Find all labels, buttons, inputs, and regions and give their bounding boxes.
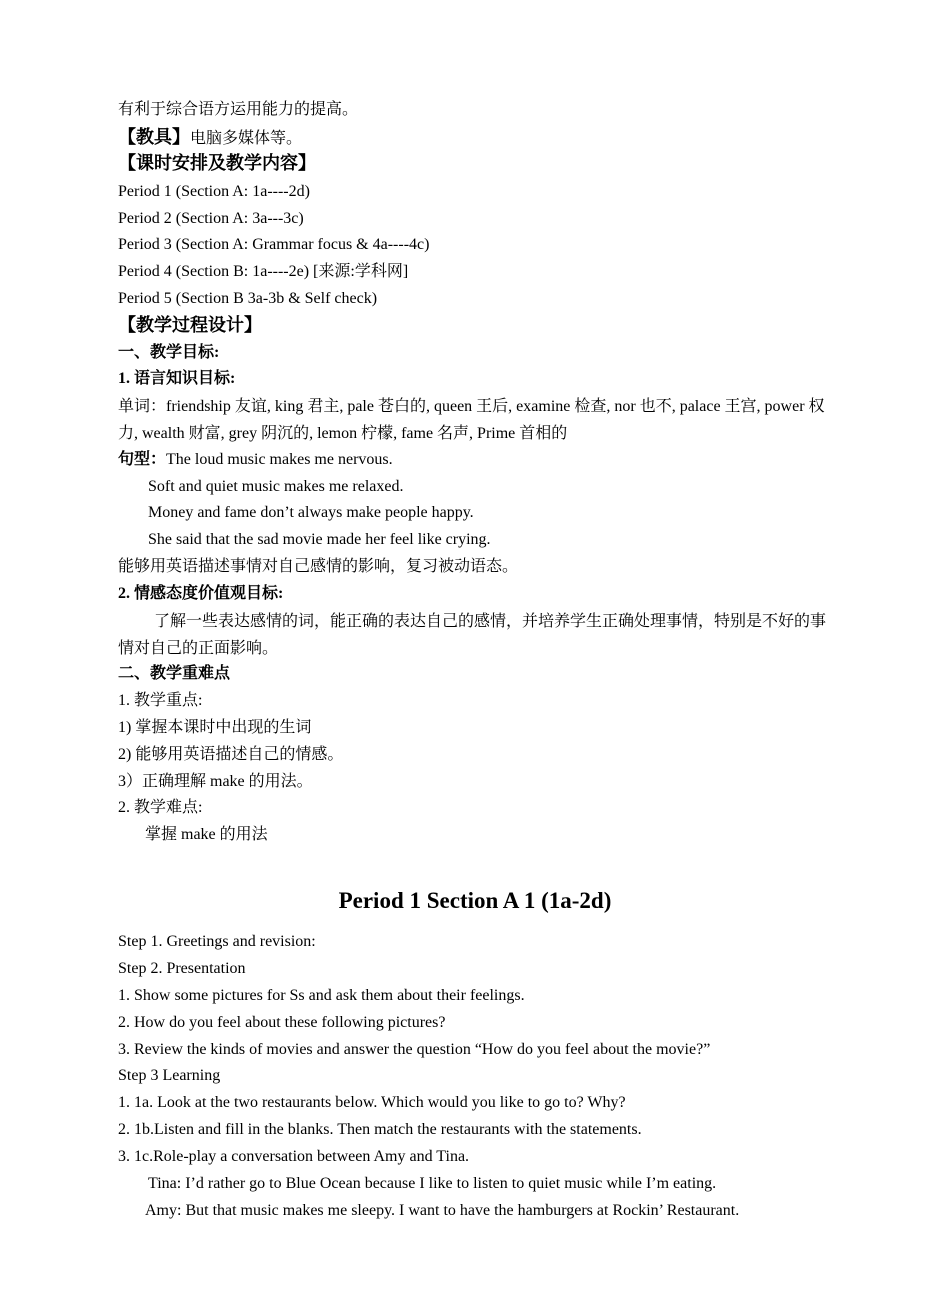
heading: 【教学过程设计】 (118, 315, 262, 335)
text-line: Step 1. Greetings and revision: (118, 933, 316, 950)
text-line: Step 2. Presentation (118, 960, 246, 977)
text-line: 2) 能够用英语描述自己的情感。 (118, 746, 344, 763)
text-line: 3. 1c.Role-play a conversation between Amy and Tina. (118, 1148, 470, 1165)
text-line: 有利于综合语方运用能力的提高。 (118, 101, 359, 118)
text-line: 3. Review the kinds of movies and answer the question “How do you feel about the movie?” (118, 1041, 711, 1058)
text-line: 1. 教学重点: (118, 692, 203, 709)
text-line: 2. 教学难点: (118, 799, 203, 816)
text-line: Soft and quiet music makes me relaxed. (148, 478, 404, 495)
section-title: Period 1 Section A 1 (1a-2d) (338, 888, 612, 913)
text-line (118, 449, 393, 471)
text-line: 掌握 make 的用法 (145, 826, 268, 843)
text-line: 能够用英语描述事情对自己感情的影响，复习被动语态。 (118, 558, 519, 575)
text-line: Period 2 (Section A: 3a---3c) (118, 210, 304, 227)
text-line: Period 4 (Section B: 1a----2e) [来源:学科网] (118, 263, 409, 280)
label-text: The loud music makes me nervous. (166, 451, 393, 468)
subheading: 二、教学重难点 (118, 665, 231, 682)
text-line: Tina: I’d rather go to Blue Ocean because I like to listen to quiet music while I’m eating. (148, 1175, 717, 1192)
text-line: 1. 1a. Look at the two restaurants below. Which would you like to go to? Why? (118, 1094, 626, 1111)
text-line: Period 5 (Section B 3a-3b & Self check) (118, 290, 378, 307)
text-line: 2. 1b.Listen and fill in the blanks. Then match the restaurants with the statements. (118, 1121, 642, 1138)
heading: 【课时安排及教学内容】 (118, 153, 316, 173)
text-line: 1) 掌握本课时中出现的生词 (118, 719, 312, 736)
text-line (118, 126, 302, 150)
text-line: 1. Show some pictures for Ss and ask them about their feelings. (118, 987, 525, 1004)
text-line: Amy: But that music makes me sleepy. I want to have the hamburgers at Rockin’ Restaurant. (145, 1202, 740, 1219)
text-line: 3）正确理解 make 的用法。 (118, 773, 313, 790)
paragraph: 单词：friendship 友谊, king 君主, pale 苍白的, queen 王后, examine 检查, nor 也不, palace 王宫, power 权力, wealth 财富, grey 阴沉的, lemon 柠檬, fame 名声, Prime 首相的 (118, 398, 825, 442)
label-text: 电脑多媒体等。 (190, 130, 303, 147)
label: 【教具】 (118, 127, 190, 147)
label: 句型： (118, 451, 167, 468)
text-line: Period 3 (Section A: Grammar focus & 4a----4c) (118, 236, 430, 253)
paragraph: 了解一些表达感情的词，能正确的表达自己的感情，并培养学生正确处理事情，特别是不好的事情对自己的正面影响。 (118, 613, 827, 657)
text-line: She said that the sad movie made her feel like crying. (148, 531, 491, 548)
subheading: 一、教学目标: (118, 344, 220, 361)
subheading: 1. 语言知识目标: (118, 370, 236, 387)
text-line: 2. How do you feel about these following pictures? (118, 1014, 446, 1031)
text-line: Step 3 Learning (118, 1067, 221, 1084)
subheading: 2. 情感态度价值观目标: (118, 585, 284, 602)
text-line: Money and fame don’t always make people happy. (148, 504, 474, 521)
text-line: Period 1 (Section A: 1a----2d) (118, 183, 310, 200)
